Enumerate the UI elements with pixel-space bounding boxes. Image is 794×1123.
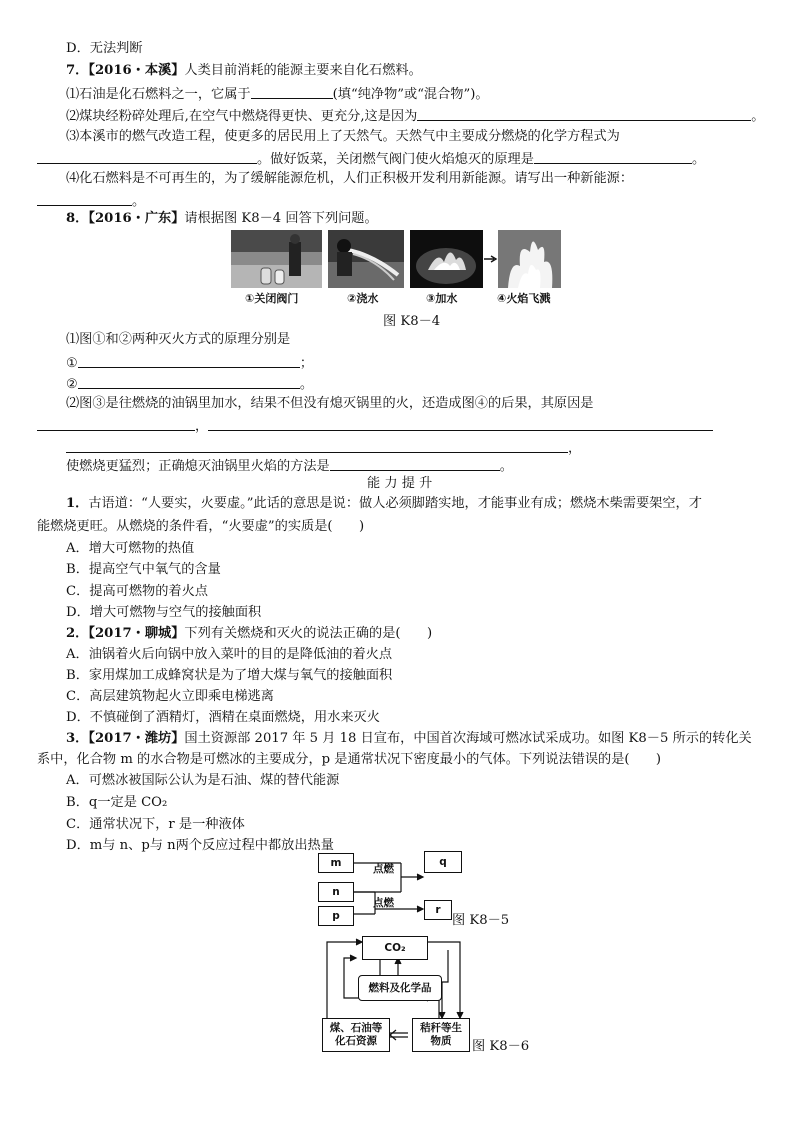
q7-part3-end: 。 [691,152,706,167]
q8-part2-line4 [66,458,513,473]
answer-blank[interactable] [66,440,568,453]
q7-part3-cont [37,151,705,166]
q7-part3: ⑶本溪市的燃气改造工程，使更多的居民用上了天然气。天然气中主要成分燃烧的化学方程式为 [66,129,620,144]
a2-option-c: C．高层建筑物起火立即乘电梯逃离 [66,689,274,704]
ignite-label-2: 点燃 [373,897,394,909]
q7-part1 [66,86,489,101]
q8-part2-line3 [66,440,581,455]
q8-number: 8． [66,211,89,226]
answer-blank[interactable] [78,355,300,368]
caption-1: ①关闭阀门 [245,292,299,305]
q7-part4-cont [37,193,145,208]
answer-blank[interactable] [208,418,713,431]
a2-option-b: B．家用煤加工成蜂窝状是为了增大煤与氧气的接触面积 [66,668,393,683]
a1-option-b: B．提高空气中氧气的含量 [66,562,221,577]
a2-number: 2． [66,626,89,641]
circle-1-label: ① [66,356,78,371]
q7-stem-text: 人类目前消耗的能源主要来自化石燃料。 [184,63,422,78]
a1-stem-line2: 能燃烧更旺。从燃烧的条件看，“火要虚”的实质是( ) [37,519,365,534]
q7-part4: ⑷化石燃料是不可再生的，为了缓解能源危机，人们正积极开发利用新能源。请写出一种新能源： [66,171,634,186]
q8-part1-answer2 [66,376,313,391]
q8-part1-answer1 [66,355,313,370]
node-biomass-line1: 秸秆等生 [420,1021,462,1034]
a2-option-d: D．不慎碰倒了酒精灯，酒精在桌面燃烧，用水来灭火 [66,710,380,725]
a1-option-c: C．提高可燃物的着火点 [66,584,208,599]
q7-part2-end: 。 [751,109,765,124]
answer-blank[interactable] [37,193,132,206]
q8-comma-2: ， [568,441,582,456]
node-fuel-chemicals: 燃料及化学品 [358,975,442,1001]
node-p: p [318,906,354,926]
answer-blank[interactable] [534,151,692,164]
q8-part2-line2 [37,418,713,433]
answer-blank[interactable] [417,108,751,121]
a1-number: 1． [66,496,89,511]
section-title: 能 力 提 升 [367,476,433,491]
photo-add-water [410,230,483,288]
caption-3: ③加水 [426,292,458,305]
q8-period: 。 [299,377,314,392]
answer-blank[interactable] [78,376,300,389]
a3-option-a: A．可燃冰被国际公认为是石油、煤的替代能源 [66,773,340,788]
a3-stem [66,732,752,745]
q6-option-d: D．无法判断 [66,41,143,56]
q7-part1-text: ⑴石油是化石燃料之一，它属于 [66,87,251,102]
a3-stem-line1: 国土资源部 2017 年 5 月 18 日宣布，中国首次海域可燃冰试采成功。如图 K8－5 所示的转化关 [184,731,752,746]
node-q: q [424,851,462,873]
figure-k8-5-title: 图 K8－5 [452,913,510,928]
node-biomass [412,1018,470,1052]
a2-option-a: A．油锅着火后向锅中放入菜叶的目的是降低油的着火点 [66,647,393,662]
q8-comma-1: ， [195,419,209,434]
a2-stem [66,627,432,640]
q7-source: 【2016・本溪】 [88,63,185,78]
a3-option-c: C．通常状况下，r 是一种液体 [66,817,245,832]
a3-option-b: B．q一定是 CO₂ [66,795,168,810]
arrow-icon [484,254,498,264]
node-m: m [318,853,354,873]
a1-stem [66,497,702,510]
answer-blank[interactable] [330,458,500,471]
q8-part1: ⑴图①和②两种灭火方式的原理分别是 [66,332,291,347]
q8-part2-end: 。 [499,459,513,474]
answer-blank[interactable] [37,418,195,431]
q7-stem [66,64,422,77]
q8-part2-text: 使燃烧更猛烈；正确熄灭油锅里火焰的方法是 [66,459,330,474]
node-fossil-line1: 煤、石油等 [329,1021,383,1034]
ignite-label-1: 点燃 [373,863,394,875]
a1-option-a: A．增大可燃物的热值 [66,541,195,556]
q7-part2 [66,108,764,123]
q7-part2-text: ⑵煤块经粉碎处理后,在空气中燃烧得更快、更充分,这是因为 [66,109,418,124]
q7-part4-end: 。 [132,194,146,209]
q7-part3-text2: 。做好饭菜，关闭燃气阀门使火焰熄灭的原理是 [257,152,534,167]
photo-flame-splash [498,230,561,288]
a3-stem-line2: 系中，化合物 m 的水合物是可燃冰的主要成分，p 是通常状况下密度最小的气体。下列说法错误的是( ) [37,752,662,767]
a3-source: 【2017・潍坊】 [88,731,185,746]
a1-option-d: D．增大可燃物与空气的接触面积 [66,605,262,620]
circle-2-label: ② [66,377,78,392]
q8-stem-text: 请根据图 K8－4 回答下列问题。 [184,211,378,226]
q7-number: 7． [66,63,89,78]
a3-option-d: D．m与 n、p与 n两个反应过程中都放出热量 [66,838,334,853]
answer-blank[interactable] [37,151,257,164]
figure-k8-4-title: 图 K8－4 [383,314,441,329]
a2-source: 【2017・聊城】 [88,626,185,641]
answer-blank[interactable] [251,86,333,99]
q8-semicolon: ； [299,356,314,371]
a1-stem-line1: 古语道：“人要实，火要虚。”此话的意思是说：做人必须脚踏实地，才能事业有成；燃烧木柴需要架空，才 [88,496,702,511]
node-co2: CO₂ [362,936,428,960]
photo-pour-water [328,230,404,288]
caption-2: ②浇水 [347,292,379,305]
q8-stem [66,212,378,225]
a2-stem-text: 下列有关燃烧和灭火的说法正确的是( ) [184,626,433,641]
node-fossil-line2: 化石资源 [335,1035,377,1047]
q8-part2: ⑵图③是往燃烧的油锅里加水，结果不但没有熄灭锅里的火，还造成图④的后果，其原因是 [66,396,594,411]
node-fossil-resources [322,1018,390,1052]
caption-4: ④火焰飞溅 [497,292,551,305]
photo-close-valve [231,230,322,288]
node-r: r [424,900,452,920]
q8-source: 【2016・广东】 [88,211,185,226]
a3-number: 3． [66,731,89,746]
figure-k8-6-title: 图 K8－6 [472,1039,530,1054]
node-biomass-line2: 物质 [430,1035,452,1047]
q7-part1-hint: (填“纯净物”或“混合物”)。 [332,87,489,102]
node-n: n [318,882,354,902]
